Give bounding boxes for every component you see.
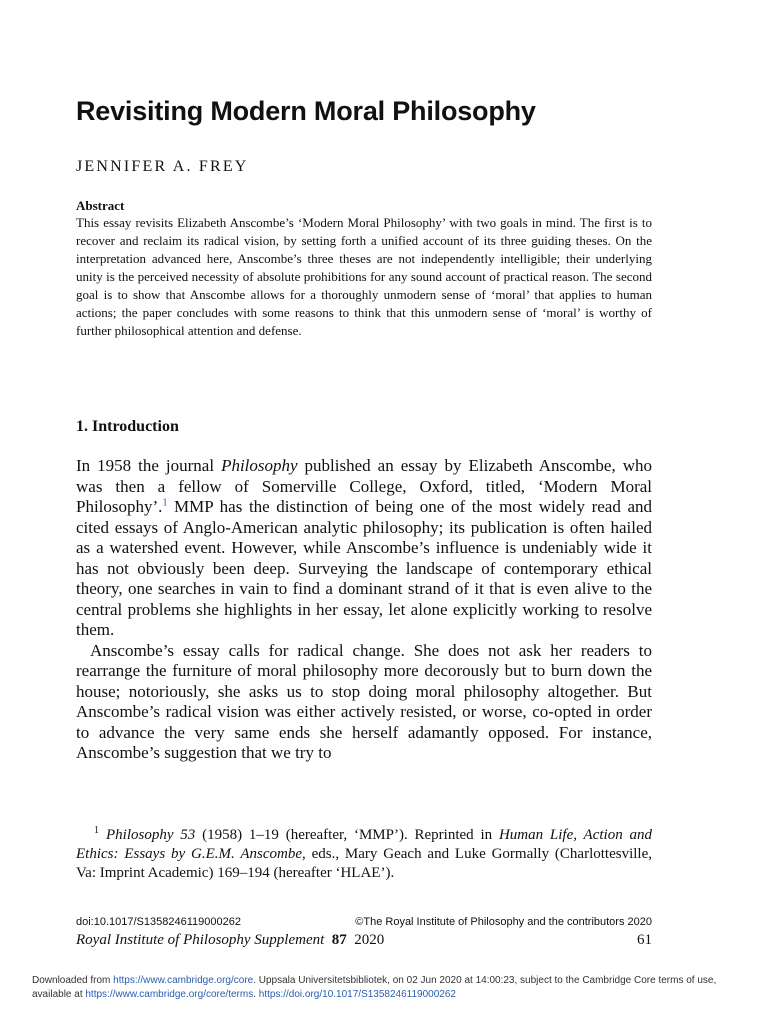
download-dot: . (253, 989, 259, 1000)
cambridge-core-link[interactable]: https://www.cambridge.org/core (113, 975, 254, 986)
journal-year: 2020 (354, 932, 385, 948)
paragraph-1 (76, 456, 652, 641)
footnote: 1 Philosophy 53 (1958) 1–19 (hereafter, ‘MMP’). Reprinted in Human Life, Action and Ethics: Essays by G.E.M. Anscombe, eds., Mary Geach and Luke Gormally (Charlottesville, Va: Imprint Academic) 169–194 (hereafter ‘HLAE’). (76, 825, 653, 881)
page-number: 61 (637, 932, 652, 948)
footnote-journal: Philosophy 53 (106, 827, 196, 843)
abstract-text: This essay revisits Elizabeth Anscombe’s ‘Modern Moral Philosophy’ with two goals in mind. The first is to recover and reclaim its radical vision, by setting forth a unified account of its three guiding theses. On the interpretation advanced here, Anscombe’s three theses are not independently intelligible; their underlying unity is the perceived necessity of absolute prohibitions for any sound account of practical reason. The second goal is to show that Anscombe allows for a thoroughly unmodern sense of ‘moral’ that applies to human actions; the paper concludes with some reasons to think that this unmodern sense of ‘moral’ is worthy of further philosophical attention and defense. (76, 215, 652, 338)
doi-copyright-line (76, 916, 652, 928)
paper-title: Revisiting Modern Moral Philosophy (76, 96, 536, 126)
doi-link[interactable]: https://doi.org/10.1017/S1358246119000262 (258, 989, 456, 1000)
footnote-book-title: Human Life, Action and Ethics: Essays by G.E.M. Anscombe (76, 827, 653, 862)
footnote-part-a: (1958) 1–19 (hereafter, ‘MMP’). Reprinted in (195, 827, 499, 843)
terms-link[interactable]: https://www.cambridge.org/core/terms (85, 989, 254, 1000)
footnote-part-b: , eds., Mary Geach and Luke Gormally (Charlottesville, Va: Imprint Academic) 169–194 (hereafter ‘HLAE’). (76, 846, 652, 881)
section-heading: 1. Introduction (76, 418, 179, 435)
paragraph-1-part-b: published an essay by Elizabeth Anscombe, who was then a fellow of Somerville College, Oxford, titled, ‘Modern Moral Philosophy’. (76, 456, 652, 516)
copyright-text: ©The Royal Institute of Philosophy and the contributors 2020 (355, 916, 652, 928)
journal-name: Philosophy (221, 456, 298, 475)
paragraph-1-part-c: MMP has the distinction of being one of the most widely read and cited essays of Anglo-American analytic philosophy; its publication is often hailed as a watershed event. However, while Anscombe’s influence is undeniably wide it has not obviously been deep. Surveying the landscape of contemporary ethical theory, one searches in vain to find a dominant strand of it that is even alive to the central problems she highlights in her essay, let alone explicitly working to resolve them. (76, 497, 652, 639)
download-notice (32, 974, 752, 1002)
body-text (76, 456, 652, 764)
doi-text: doi:10.1017/S1358246119000262 (76, 916, 241, 928)
journal-line (76, 932, 652, 949)
download-prefix: Downloaded from (32, 975, 114, 986)
abstract-heading: Abstract (76, 198, 125, 213)
download-middle: . Uppsala Universitetsbibliotek, on 02 Jun 2020 at 14:00:23, subject to the Cambridge Core terms of use, available at (32, 975, 717, 1000)
paragraph-1-part-a: In 1958 the journal (76, 456, 222, 475)
author-name: JENNIFER A. FREY (76, 158, 249, 175)
journal-volume: 87 (331, 932, 347, 948)
journal-title: Royal Institute of Philosophy Supplement (76, 932, 325, 948)
paragraph-2: Anscombe’s essay calls for radical change. She does not ask her readers to rearrange the furniture of moral philosophy more decorously but to burn down the house; notoriously, she asks us to stop doing moral philosophy altogether. But Anscombe’s radical vision was either actively resisted, or worse, co-opted in order to advance the very same ends she herself adamantly opposed. For instance, Anscombe’s suggestion that we try to (76, 640, 652, 762)
journal-citation (76, 932, 384, 949)
footnote-reference[interactable]: 1 (162, 497, 168, 509)
